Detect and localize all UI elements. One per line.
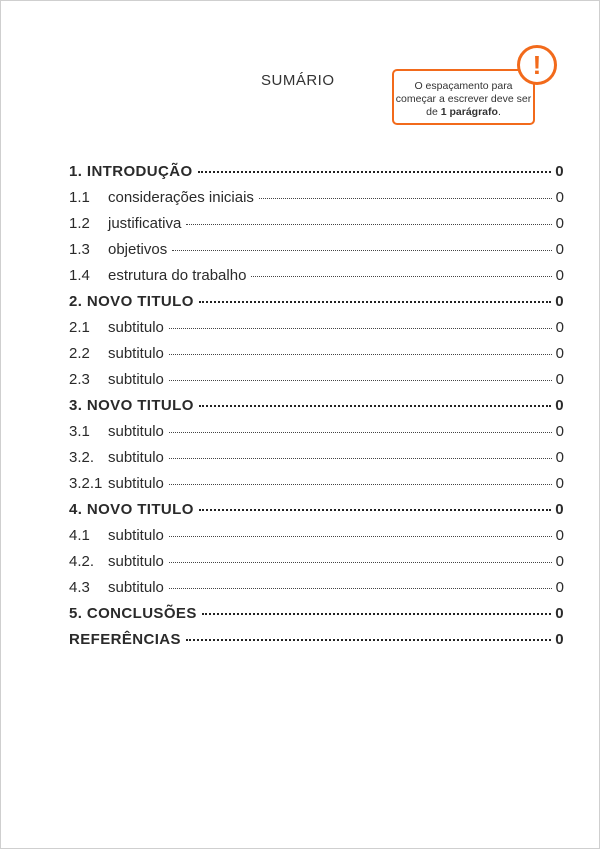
toc-entry[interactable] <box>69 577 564 603</box>
toc-page-number: 0 <box>555 605 564 622</box>
toc-page-number: 0 <box>555 345 564 362</box>
toc-page-number: 0 <box>555 293 564 310</box>
toc-label: REFERÊNCIAS <box>69 631 181 648</box>
toc-page-number: 0 <box>555 189 564 206</box>
toc-entry[interactable] <box>69 265 564 291</box>
toc-page-number: 0 <box>555 501 564 518</box>
spacing-note <box>392 69 535 125</box>
toc-entry[interactable] <box>69 525 564 551</box>
toc-entry[interactable] <box>69 499 564 525</box>
toc-entry[interactable] <box>69 161 564 187</box>
toc-number: 3.1 <box>69 423 90 440</box>
toc-number: 1.3 <box>69 241 90 258</box>
toc-entry[interactable] <box>69 213 564 239</box>
toc-label: justificativa <box>108 215 182 232</box>
leader-dots <box>186 639 551 641</box>
leader-dots <box>169 328 552 329</box>
toc-entry[interactable] <box>69 629 564 655</box>
leader-dots <box>251 276 551 277</box>
leader-dots <box>259 198 552 199</box>
toc-label: 2. NOVO TITULO <box>69 293 194 310</box>
toc-entry[interactable] <box>69 395 564 421</box>
toc-label: 4. NOVO TITULO <box>69 501 194 518</box>
leader-dots <box>169 380 552 381</box>
toc-page-number: 0 <box>555 163 564 180</box>
toc-number: 4.3 <box>69 579 90 596</box>
toc-label: subtitulo <box>108 579 164 596</box>
leader-dots <box>199 405 551 407</box>
toc-number: 2.1 <box>69 319 90 336</box>
toc-entry[interactable] <box>69 187 564 213</box>
toc-number: 2.3 <box>69 371 90 388</box>
toc-number: 4.2. <box>69 553 95 570</box>
toc-entry[interactable] <box>69 473 564 499</box>
toc-page-number: 0 <box>555 527 564 544</box>
toc-page-number: 0 <box>555 423 564 440</box>
leader-dots <box>169 354 552 355</box>
toc-label: subtitulo <box>108 475 164 492</box>
toc-label: subtitulo <box>108 319 164 336</box>
leader-dots <box>169 562 552 563</box>
toc-page-number: 0 <box>555 553 564 570</box>
note-text-end: . <box>497 106 501 118</box>
toc-entry[interactable] <box>69 603 564 629</box>
toc-number: 3.2.1 <box>69 475 103 492</box>
toc-label: 5. CONCLUSÕES <box>69 605 197 622</box>
toc-label: subtitulo <box>108 527 164 544</box>
toc-label: subtitulo <box>108 371 164 388</box>
toc-label: subtitulo <box>108 345 164 362</box>
toc-label: subtitulo <box>108 449 164 466</box>
toc-entry[interactable] <box>69 447 564 473</box>
toc-entry[interactable] <box>69 239 564 265</box>
toc-page-number: 0 <box>555 449 564 466</box>
toc-entry[interactable] <box>69 317 564 343</box>
toc-entry[interactable] <box>69 343 564 369</box>
leader-dots <box>199 301 551 303</box>
toc-number: 1.4 <box>69 267 90 284</box>
exclamation-icon: ! <box>517 45 557 85</box>
toc-label: subtitulo <box>108 423 164 440</box>
toc-page-number: 0 <box>555 267 564 284</box>
toc-page-number: 0 <box>555 397 564 414</box>
toc-page-number: 0 <box>555 241 564 258</box>
page-title: SUMÁRIO <box>261 72 335 89</box>
toc-label: 1. INTRODUÇÃO <box>69 163 193 180</box>
toc-entry[interactable] <box>69 369 564 395</box>
toc-label: estrutura do trabalho <box>108 267 247 284</box>
toc-page-number: 0 <box>555 475 564 492</box>
leader-dots <box>169 588 552 589</box>
leader-dots <box>198 171 552 173</box>
toc-page-number: 0 <box>555 215 564 232</box>
leader-dots <box>172 250 551 251</box>
leader-dots <box>169 432 552 433</box>
toc-label: objetivos <box>108 241 168 258</box>
note-text: O espaçamento para começar a escrever deve ser de <box>395 80 532 118</box>
note-bold-text: 1 parágrafo <box>440 106 498 118</box>
toc-number: 4.1 <box>69 527 90 544</box>
toc-page-number: 0 <box>555 579 564 596</box>
leader-dots <box>186 224 551 225</box>
toc-entry[interactable] <box>69 551 564 577</box>
leader-dots <box>169 458 552 459</box>
toc-number: 2.2 <box>69 345 90 362</box>
toc-page-number: 0 <box>555 631 564 648</box>
leader-dots <box>169 484 552 485</box>
toc-page-number: 0 <box>555 319 564 336</box>
leader-dots <box>169 536 552 537</box>
toc-number: 1.2 <box>69 215 90 232</box>
leader-dots <box>202 613 552 615</box>
toc-entry[interactable] <box>69 291 564 317</box>
toc-page-number: 0 <box>555 371 564 388</box>
toc-number: 3.2. <box>69 449 95 466</box>
leader-dots <box>199 509 551 511</box>
toc-entry[interactable] <box>69 421 564 447</box>
toc-number: 1.1 <box>69 189 90 206</box>
toc-label: considerações iniciais <box>108 189 254 206</box>
toc-label: subtitulo <box>108 553 164 570</box>
table-of-contents <box>69 161 564 655</box>
toc-label: 3. NOVO TITULO <box>69 397 194 414</box>
